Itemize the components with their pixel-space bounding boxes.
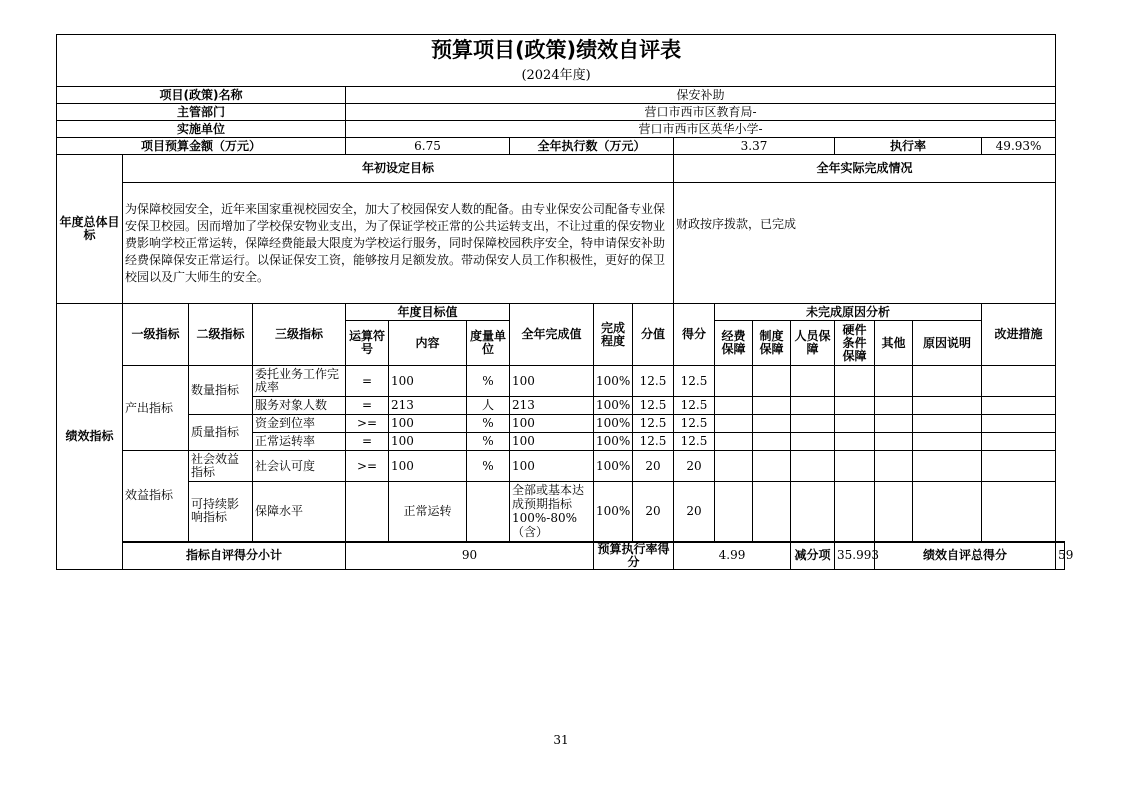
row-score: 12.5 — [674, 366, 715, 397]
row-content: 100 — [389, 366, 467, 397]
indicators-section-label: 绩效指标 — [57, 304, 123, 570]
subtotal-label: 指标自评得分小计 — [123, 542, 346, 570]
group-sustain: 可持续影响指标 — [189, 482, 253, 542]
dept-label: 主管部门 — [57, 104, 346, 121]
row-name: 正常运转率 — [253, 433, 346, 451]
row-value: 20 — [633, 451, 674, 482]
group-benefit: 效益指标 — [123, 451, 189, 542]
funding-header: 经费保障 — [715, 321, 753, 366]
table-row — [57, 415, 1065, 433]
row-unit — [467, 482, 510, 542]
score-header: 得分 — [674, 304, 715, 366]
deduct-label: 减分项 — [791, 542, 835, 570]
system-header: 制度保障 — [753, 321, 791, 366]
project-name-value: 保安补助 — [346, 87, 1056, 104]
row-unit: % — [467, 433, 510, 451]
level1-header: 一级指标 — [123, 304, 189, 366]
row-name: 社会认可度 — [253, 451, 346, 482]
degree-header: 完成程度 — [594, 304, 633, 366]
row-name: 资金到位率 — [253, 415, 346, 433]
table-title: 预算项目(政策)绩效自评表 — [57, 35, 1056, 66]
row-name: 服务对象人数 — [253, 397, 346, 415]
project-name-label: 项目(政策)名称 — [57, 87, 346, 104]
operator-header: 运算符号 — [346, 321, 389, 366]
row-op: = — [346, 433, 389, 451]
group-social: 社会效益指标 — [189, 451, 253, 482]
row-value: 12.5 — [633, 415, 674, 433]
row-value: 20 — [633, 482, 674, 542]
planned-goal-header: 年初设定目标 — [123, 155, 674, 183]
group-quantity: 数量指标 — [189, 366, 253, 415]
row-content: 100 — [389, 415, 467, 433]
other-header: 其他 — [875, 321, 913, 366]
hardware-header: 硬件条件保障 — [835, 321, 875, 366]
unit-header: 度量单位 — [467, 321, 510, 366]
row-unit: % — [467, 366, 510, 397]
performance-evaluation-table — [56, 34, 1074, 570]
rate-label: 执行率 — [835, 138, 982, 155]
improve-header: 改进措施 — [982, 304, 1056, 366]
row-op: >= — [346, 451, 389, 482]
reason-header: 原因说明 — [913, 321, 982, 366]
row-completed: 100 — [510, 415, 594, 433]
row-completed: 全部或基本达成预期指标100%-80%（含） — [510, 482, 594, 542]
row-completed: 213 — [510, 397, 594, 415]
score-value-header: 分值 — [633, 304, 674, 366]
budget-score-label: 预算执行率得分 — [594, 542, 674, 570]
budget-label: 项目预算金额（万元） — [57, 138, 346, 155]
level3-header: 三级指标 — [253, 304, 346, 366]
row-content: 正常运转 — [389, 482, 467, 542]
row-completed: 100 — [510, 433, 594, 451]
row-op: = — [346, 397, 389, 415]
deduct-value: 35.993 — [835, 542, 875, 570]
completed-header: 全年完成值 — [510, 304, 594, 366]
content-header: 内容 — [389, 321, 467, 366]
level2-header: 二级指标 — [189, 304, 253, 366]
budget-score-value: 4.99 — [674, 542, 791, 570]
row-score: 12.5 — [674, 415, 715, 433]
row-content: 213 — [389, 397, 467, 415]
row-unit: % — [467, 415, 510, 433]
executed-value: 3.37 — [674, 138, 835, 155]
row-completed: 100 — [510, 451, 594, 482]
row-degree: 100% — [594, 397, 633, 415]
row-value: 12.5 — [633, 433, 674, 451]
row-score: 12.5 — [674, 433, 715, 451]
row-content: 100 — [389, 451, 467, 482]
row-op: >= — [346, 415, 389, 433]
table-row — [57, 482, 1065, 542]
annual-goal-label: 年度总体目标 — [57, 155, 123, 304]
table-row — [57, 366, 1065, 397]
row-value: 12.5 — [633, 366, 674, 397]
row-completed: 100 — [510, 366, 594, 397]
dept-value: 营口市西市区教育局- — [346, 104, 1056, 121]
table-row — [57, 451, 1065, 482]
group-quality: 质量指标 — [189, 415, 253, 451]
unit-value: 营口市西市区英华小学- — [346, 121, 1056, 138]
row-content: 100 — [389, 433, 467, 451]
total-label: 绩效自评总得分 — [875, 542, 1056, 570]
performance-table-frame — [56, 34, 1074, 570]
subtotal-value: 90 — [346, 542, 594, 570]
staff-header: 人员保障 — [791, 321, 835, 366]
row-unit: 人 — [467, 397, 510, 415]
budget-value: 6.75 — [346, 138, 510, 155]
row-degree: 100% — [594, 366, 633, 397]
row-degree: 100% — [594, 451, 633, 482]
executed-label: 全年执行数（万元） — [510, 138, 674, 155]
annual-target-header: 年度目标值 — [346, 304, 510, 321]
row-degree: 100% — [594, 482, 633, 542]
group-output: 产出指标 — [123, 366, 189, 451]
actual-goal-text: 财政按序拨款，已完成 — [674, 183, 1056, 304]
row-op — [346, 482, 389, 542]
total-value: 59 — [1056, 542, 1065, 570]
row-name: 保障水平 — [253, 482, 346, 542]
row-degree: 100% — [594, 433, 633, 451]
row-score: 20 — [674, 482, 715, 542]
row-unit: % — [467, 451, 510, 482]
planned-goal-text: 为保障校园安全，近年来国家重视校园安全，加大了校园保安人数的配备。由专业保安公司配备专业保安保卫校园。因而增加了学校保安物业支出，为了保证学校正常的公共运转支出，不让过重的保安物业费影响学校正常运转，保障经费能最大限度为学校运行服务，同时保障校园秩序安全，特申请保安补助经费保障保安正常运行。以保证保安工资，能够按月足额发放。带动保安人员工作积极性，更好的保卫校园以及广大师生的安全。 — [123, 183, 674, 304]
row-score: 12.5 — [674, 397, 715, 415]
rate-value: 49.93% — [982, 138, 1056, 155]
table-subtitle: (2024年度) — [57, 66, 1056, 87]
unfinished-header: 未完成原因分析 — [715, 304, 982, 321]
row-value: 12.5 — [633, 397, 674, 415]
unit-label: 实施单位 — [57, 121, 346, 138]
row-degree: 100% — [594, 415, 633, 433]
row-name: 委托业务工作完成率 — [253, 366, 346, 397]
row-score: 20 — [674, 451, 715, 482]
row-op: = — [346, 366, 389, 397]
actual-goal-header: 全年实际完成情况 — [674, 155, 1056, 183]
page-number: 31 — [553, 733, 569, 747]
